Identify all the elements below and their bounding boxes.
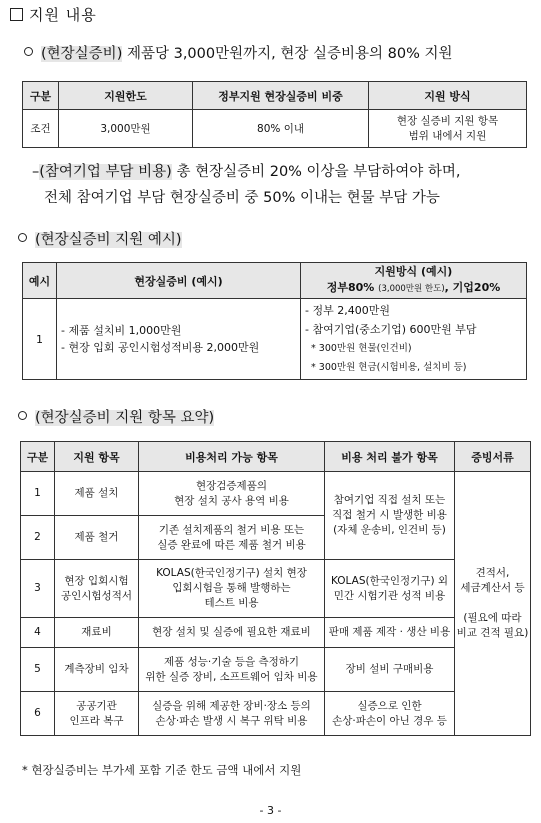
bullet2-highlight: (현장실증비 지원 예시) [35, 232, 182, 248]
cost-item: - 현장 입회 공인시험성적비용 2,000만원 [61, 341, 260, 354]
firm-burden-note-line1 [32, 160, 460, 181]
cell-disallowed-merged: 참여기업 직접 설치 또는 직접 철거 시 발생한 비용 (자체 운송비, 인건비 등) [325, 472, 455, 560]
bullet-support-limit [24, 42, 452, 63]
cell-no: 1 [21, 472, 55, 516]
circle-bullet-icon [24, 47, 33, 56]
cell-disallowed: 장비 설비 구매비용 [325, 648, 455, 692]
bullet-support-summary [18, 406, 214, 427]
header-disallowed: 비용 처리 불가 항목 [325, 442, 455, 472]
cell-no: 4 [21, 618, 55, 648]
cell-method [369, 110, 527, 148]
support-condition-table [22, 81, 527, 148]
bullet3-highlight: (현장실증비 지원 항목 요약) [35, 410, 215, 426]
cell-no: 5 [21, 648, 55, 692]
bullet-support-example [18, 228, 182, 249]
dash-highlight: (참여기업 부담 비용) [39, 164, 172, 180]
firm-share: , 기업20% [444, 281, 501, 294]
method-line-2: 범위 내에서 지원 [408, 129, 487, 142]
method-item: * 300만원 현금(시험비용, 설치비 등) [311, 362, 467, 373]
bullet1-text: 제품당 3,000만원까지, 현장 실증비용의 80% 지원 [122, 46, 453, 62]
cell-item: 재료비 [55, 618, 139, 648]
header-method-split [301, 280, 526, 297]
table-row [21, 618, 531, 648]
circle-bullet-icon [18, 233, 27, 242]
table-header-row [23, 263, 527, 299]
header-ratio: 정부지원 현장실증비 비중 [193, 82, 369, 110]
bullet1-highlight: (현장실증비) [41, 46, 123, 62]
cell-disallowed: 판매 제품 제작 · 생산 비용 [325, 618, 455, 648]
support-items-summary-table [20, 441, 531, 736]
cell-ratio: 80% 이내 [193, 110, 369, 148]
gov-limit-note: (3,000만원 한도) [378, 284, 445, 294]
cell-row-no: 1 [23, 299, 57, 380]
table-row [21, 648, 531, 692]
cell-allowed: 실증을 위해 제공한 장비·장소 등의 손상·파손 발생 시 복구 위탁 비용 [139, 692, 325, 736]
cell-allowed: 현장 설치 및 실증에 필요한 재료비 [139, 618, 325, 648]
cell-label: 조건 [23, 110, 59, 148]
header-method-title: 지원방식 (예시) [374, 265, 453, 278]
cell-method-items [301, 299, 527, 380]
method-item: - 정부 2,400만원 [305, 304, 390, 317]
cell-limit: 3,000만원 [59, 110, 193, 148]
section-title: 지원 내용 [29, 6, 97, 24]
cell-item: 제품 철거 [55, 516, 139, 560]
dash-line1: 총 현장실증비 20% 이상을 부담하여야 하며, [171, 164, 461, 180]
page-number: - 3 - [259, 804, 282, 817]
cell-allowed: 제품 성능·기술 등을 측정하기 위한 실증 장비, 소프트웨어 임차 비용 [139, 648, 325, 692]
cell-disallowed: KOLAS(한국인정기구) 외 민간 시험기관 성적 비용 [325, 560, 455, 618]
header-example: 예시 [23, 263, 57, 299]
support-example-table [22, 262, 527, 380]
circle-bullet-icon [18, 411, 27, 420]
dash-prefix: – [32, 164, 40, 180]
header-limit: 지원한도 [59, 82, 193, 110]
firm-burden-note-line2: 전체 참여기업 부담 현장실증비 중 50% 이내는 현물 부담 가능 [44, 190, 440, 206]
method-item: * 300만원 현물(인건비) [311, 343, 412, 354]
header-allowed: 비용처리 가능 항목 [139, 442, 325, 472]
method-item: - 참여기업(중소기업) 600만원 부담 [305, 323, 477, 336]
section-heading [10, 4, 97, 25]
header-method: 지원 방식 [369, 82, 527, 110]
gov-share: 정부80% [326, 281, 375, 294]
table-row [21, 560, 531, 618]
cell-item: 제품 설치 [55, 472, 139, 516]
header-support-item: 지원 항목 [55, 442, 139, 472]
cost-item: - 제품 설치비 1,000만원 [61, 324, 182, 337]
checkbox-square-icon [10, 8, 23, 21]
table-header-row [21, 442, 531, 472]
header-category: 구분 [21, 442, 55, 472]
table-row [23, 110, 527, 148]
table-row [21, 472, 531, 516]
cell-no: 6 [21, 692, 55, 736]
footnote: * 현장실증비는 부가세 포함 기준 한도 금액 내에서 지원 [22, 763, 302, 777]
header-method [301, 263, 527, 299]
method-line-1: 현장 실증비 지원 항목 [396, 114, 499, 127]
cell-item: 현장 입회시험 공인시험성적서 [55, 560, 139, 618]
table-header-row [23, 82, 527, 110]
header-category: 구분 [23, 82, 59, 110]
cell-disallowed: 실증으로 인한 손상·파손이 아닌 경우 등 [325, 692, 455, 736]
cell-cost-items [57, 299, 301, 380]
cell-item: 공공기관 인프라 복구 [55, 692, 139, 736]
cell-allowed: 현장검증제품의 현장 설치 공사 용역 비용 [139, 472, 325, 516]
header-cost: 현장실증비 (예시) [57, 263, 301, 299]
cell-no: 2 [21, 516, 55, 560]
table-row [23, 299, 527, 380]
cell-allowed: KOLAS(한국인정기구) 설치 현장 입회시험을 통해 발행하는 테스트 비용 [139, 560, 325, 618]
table-row [21, 692, 531, 736]
header-evidence: 증빙서류 [455, 442, 531, 472]
cell-allowed: 기존 설치제품의 철거 비용 또는 실증 완료에 따른 제품 철거 비용 [139, 516, 325, 560]
cell-no: 3 [21, 560, 55, 618]
cell-item: 계측장비 임차 [55, 648, 139, 692]
cell-evidence: 견적서, 세금계산서 등 (필요에 따라 비교 견적 필요) [455, 472, 531, 736]
